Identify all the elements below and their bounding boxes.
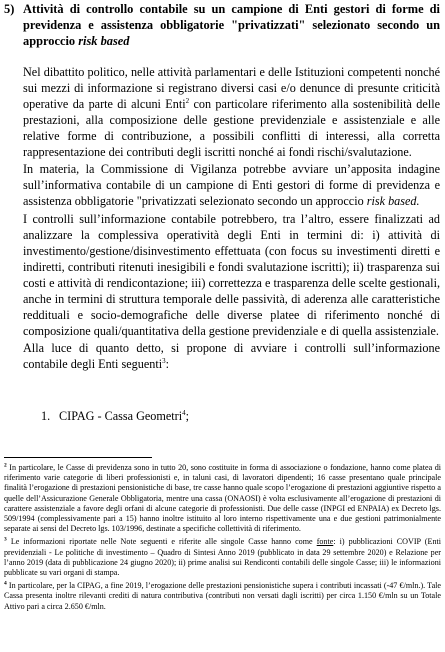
footnote-mark-3: 3 xyxy=(4,536,7,543)
list-number: 1. xyxy=(41,409,51,423)
section-title-italic: risk based xyxy=(78,33,130,48)
footnote-ref-2[interactable]: 2 xyxy=(185,96,190,105)
footnote-mark-2: 2 xyxy=(4,462,7,469)
footnote-4: $^4$ In particolare, per la CIPAG, a fine 2019, l’erogazione delle prestazioni pensionistiche supera i contributi incassati (-47 €/mln.). Tale Cassa presenta inoltre rilevanti crediti di natura contributiva (contributi non versati dagli iscritti) per circa 1.150 €/mln su un Totale Attivo pari a circa 2.650 €/mln. xyxy=(4,580,441,611)
footnote-2: $^2$ In particolare, le Casse di previdenza sono in tutto 20, sono costituite in forma di associazione o fondazione, hanno come platea di riferimento varie categorie di liberi professionisti e, in taluni casi, di lavoratori dipendenti; 16 casse presentano quale principale finalità l’erogazione di prestazioni pensionistiche di base, tre casse hanno quale scopo l’erogazione di prestazioni aggiuntive rispetto a quelle dell’Assicurazione Generale Obbligatoria, mentre una cassa (ONAOSI) è volta esclusivamente all’erogazione di prestazioni di carattere assistenziale a favore degli orfani di alcune categorie di professionisti. Due delle casse (INPGI ed ENPAIA) ex Decreto lgs. 509/1994 (complessivamente pari a 15) hanno inoltre istituito al loro interno rispettivamente una e due gestioni patrimonialmente separate ai sensi del Decreto lgs. 103/1996, destinate a specifiche collettività di riferimento. xyxy=(4,462,441,534)
footnotes xyxy=(4,463,441,615)
paragraph-2: In materia, la Commissione di Vigilanza potrebbe avviare un’apposita indagine sull’informativa contabile di un campione di Enti gestori di forme di previdenza e assistenza obbligatorie "privatizzati selezionato secondo un approccio risk based. xyxy=(23,162,440,209)
footnote-separator xyxy=(4,457,152,458)
footnote-ref-4[interactable]: 4 xyxy=(182,408,186,417)
section-title: Attività di controllo contabile su un campione di Enti gestori di forme di previdenza e assistenza obbligatorie "privatizzati" selezionato secondo un approccio risk based xyxy=(23,2,440,48)
paragraph-4: Alla luce di quanto detto, si propone di avviare i controlli sull’informazione contabile degli Enti seguenti$^3$: xyxy=(23,341,440,372)
paragraph-1: Nel dibattito politico, nelle attività parlamentari e delle Istituzioni competenti nonché sui mezzi di informazione si registrano diversi casi e/o denunce di presunte criticità operative da parte di alcuni Enti$^2$ con particolare riferimento alla sostenibilità delle prestazioni, alla composizione delle gestione previdenziale e assistenziale e alle relative forme di contribuzione, a possibili conflitti di interessi, alla corretta rappresentazione dei contributi degli iscritti nonché ai fondi rischi/svalutazione. xyxy=(23,65,440,159)
list-item: 1. CIPAG - Cassa Geometri$^4$; xyxy=(41,408,189,423)
footnote-mark-4: 4 xyxy=(4,580,7,587)
paragraph-3: I controlli sull’informazione contabile potrebbero, tra l’altro, essere finalizzati ad analizzare la complessiva operatività degli Enti in termini di: i) attività di investimento/gestione/disinvestimento effettuata (con focus su investimenti diretti e indiretti, contributi ritenuti inesigibili e fondi svalutazione iscritti); ii) trasparenza sui costi e attività di rendicontazione; iii) correttezza e trasparenza delle scelte gestionali, anche in termini di struttura temporale delle passività, di aderenza alle caratteristiche reddituali e socio-demografiche delle diverse platee di riferimento nonché di composizione quali/quantitativa della gestione previdenziale e di quella assistenziale. xyxy=(23,212,440,338)
body-text xyxy=(23,65,440,373)
section-number: 5) xyxy=(4,2,15,16)
footnote-ref-3[interactable]: 3 xyxy=(162,357,166,366)
footnote-3: $^3$ Le informazioni riportate nelle Note seguenti e riferite alle singole Casse hanno come fonte: i) pubblicazioni COVIP (Enti previdenziali - Le politiche di investimento – Quadro di Sintesi Anno 2019 (pubblicato in data 29 settembre 2020) e Relazione per l’anno 2019 (data di pubblicazione 24 giugno 2020); ii) prime analisi sui Rendiconti contabili delle singole Casse; iii) le informazioni pubblicate su vari organi di stampa. xyxy=(4,536,441,578)
list-label: CIPAG - Cassa Geometri xyxy=(59,409,183,423)
section-heading xyxy=(4,2,440,50)
